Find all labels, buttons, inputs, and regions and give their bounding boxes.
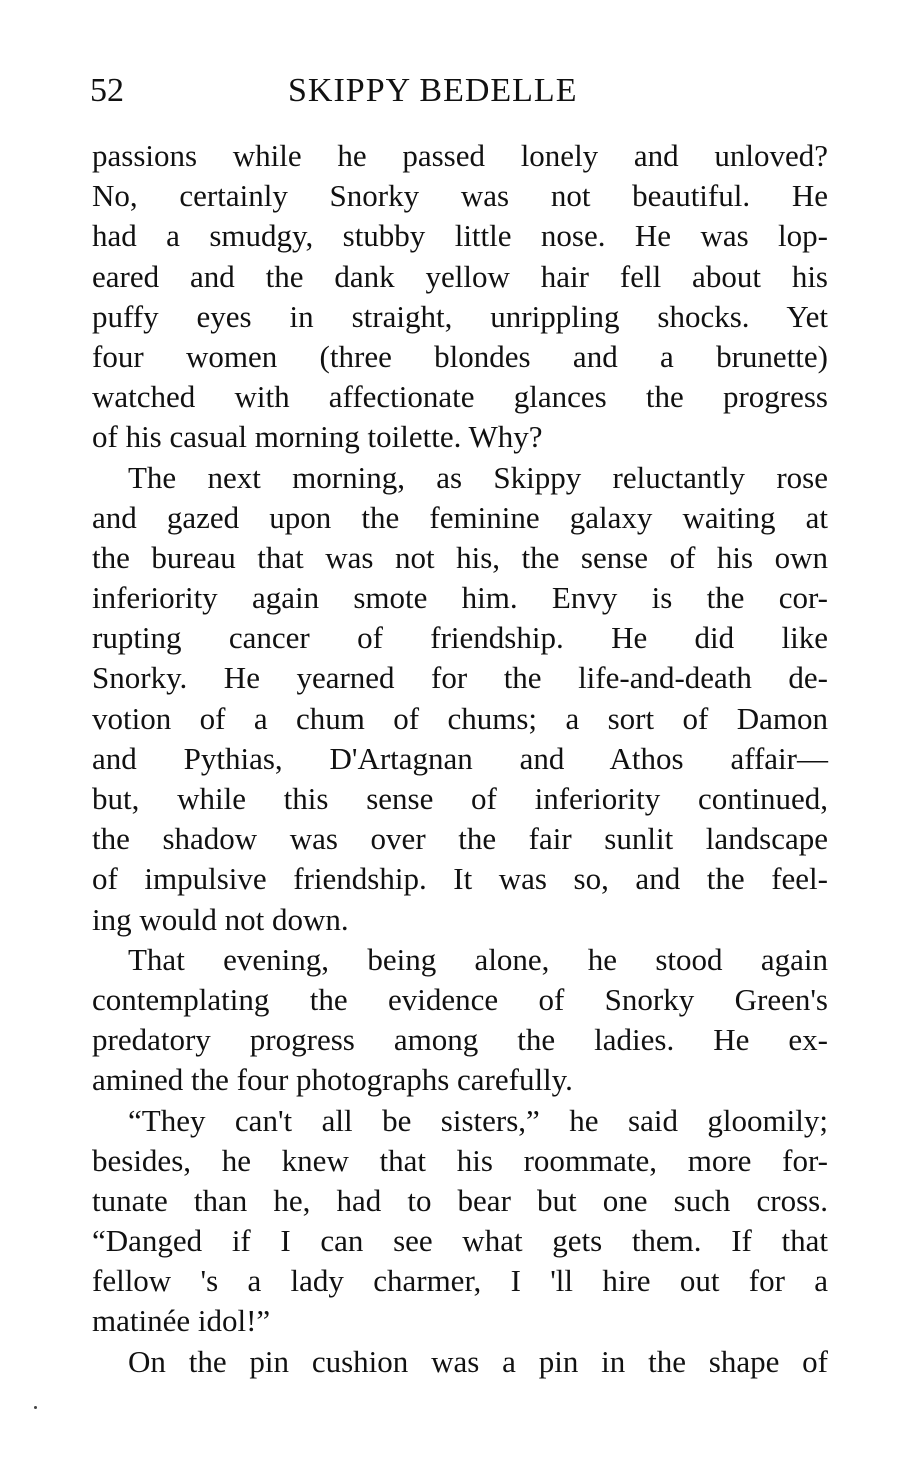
- text-line: passions while he passed lonely and unloved?: [92, 138, 828, 173]
- text-line: had a smudgy, stubby little nose. He was lop-: [92, 218, 828, 254]
- text-line: four women (three blondes and a brunette): [92, 338, 828, 374]
- text-line: That evening, being alone, he stood again: [128, 941, 828, 977]
- text-line: “They can't all be sisters,” he said gloomily;: [128, 1102, 828, 1138]
- print-speck: [34, 1406, 37, 1409]
- text-line: rupting cancer of friendship. He did like: [92, 620, 828, 656]
- text-line: besides, he knew that his roommate, more for-: [92, 1142, 828, 1178]
- text-line: the shadow was over the fair sunlit landscape: [92, 821, 828, 857]
- text-line: but, while this sense of inferiority continued,: [92, 781, 828, 816]
- text-line: contemplating the evidence of Snorky Green's: [92, 981, 828, 1017]
- text-line: inferiority again smote him. Envy is the cor-: [92, 580, 828, 616]
- text-line: the bureau that was not his, the sense of his own: [92, 539, 828, 575]
- text-line: Snorky. He yearned for the life-and-death de-: [92, 660, 828, 696]
- text-line: No, certainly Snorky was not beautiful. He: [92, 178, 828, 214]
- text-line: of impulsive friendship. It was so, and the feel-: [92, 861, 828, 897]
- body-text: [92, 136, 828, 1382]
- page-header: [90, 66, 830, 116]
- text-line: and gazed upon the feminine galaxy waiting at: [92, 499, 828, 535]
- text-line: predatory progress among the ladies. He ex-: [92, 1022, 828, 1058]
- text-line: puffy eyes in straight, unrippling shocks. Yet: [92, 298, 828, 334]
- text-line: tunate than he, had to bear but one such cross.: [92, 1182, 828, 1218]
- text-line: On the pin cushion was a pin in the shape of: [128, 1343, 828, 1379]
- text-line: fellow 's a lady charmer, I 'll hire out for a: [92, 1263, 828, 1299]
- text-line: The next morning, as Skippy reluctantly rose: [128, 459, 828, 495]
- running-head: SKIPPY BEDELLE: [288, 72, 578, 109]
- text-line: amined the four photographs carefully.: [92, 1062, 573, 1098]
- page-number: 52: [90, 72, 124, 109]
- text-line: votion of a chum of chums; a sort of Damon: [92, 700, 828, 736]
- text-line: eared and the dank yellow hair fell about his: [92, 258, 828, 294]
- text-line: “Danged if I can see what gets them. If that: [92, 1223, 828, 1259]
- text-line: ing would not down.: [92, 901, 349, 937]
- text-line: of his casual morning toilette. Why?: [92, 419, 543, 455]
- text-line: matinée idol!”: [92, 1303, 271, 1339]
- text-line: watched with affectionate glances the progress: [92, 379, 828, 415]
- text-line: and Pythias, D'Artagnan and Athos affair—: [92, 740, 828, 776]
